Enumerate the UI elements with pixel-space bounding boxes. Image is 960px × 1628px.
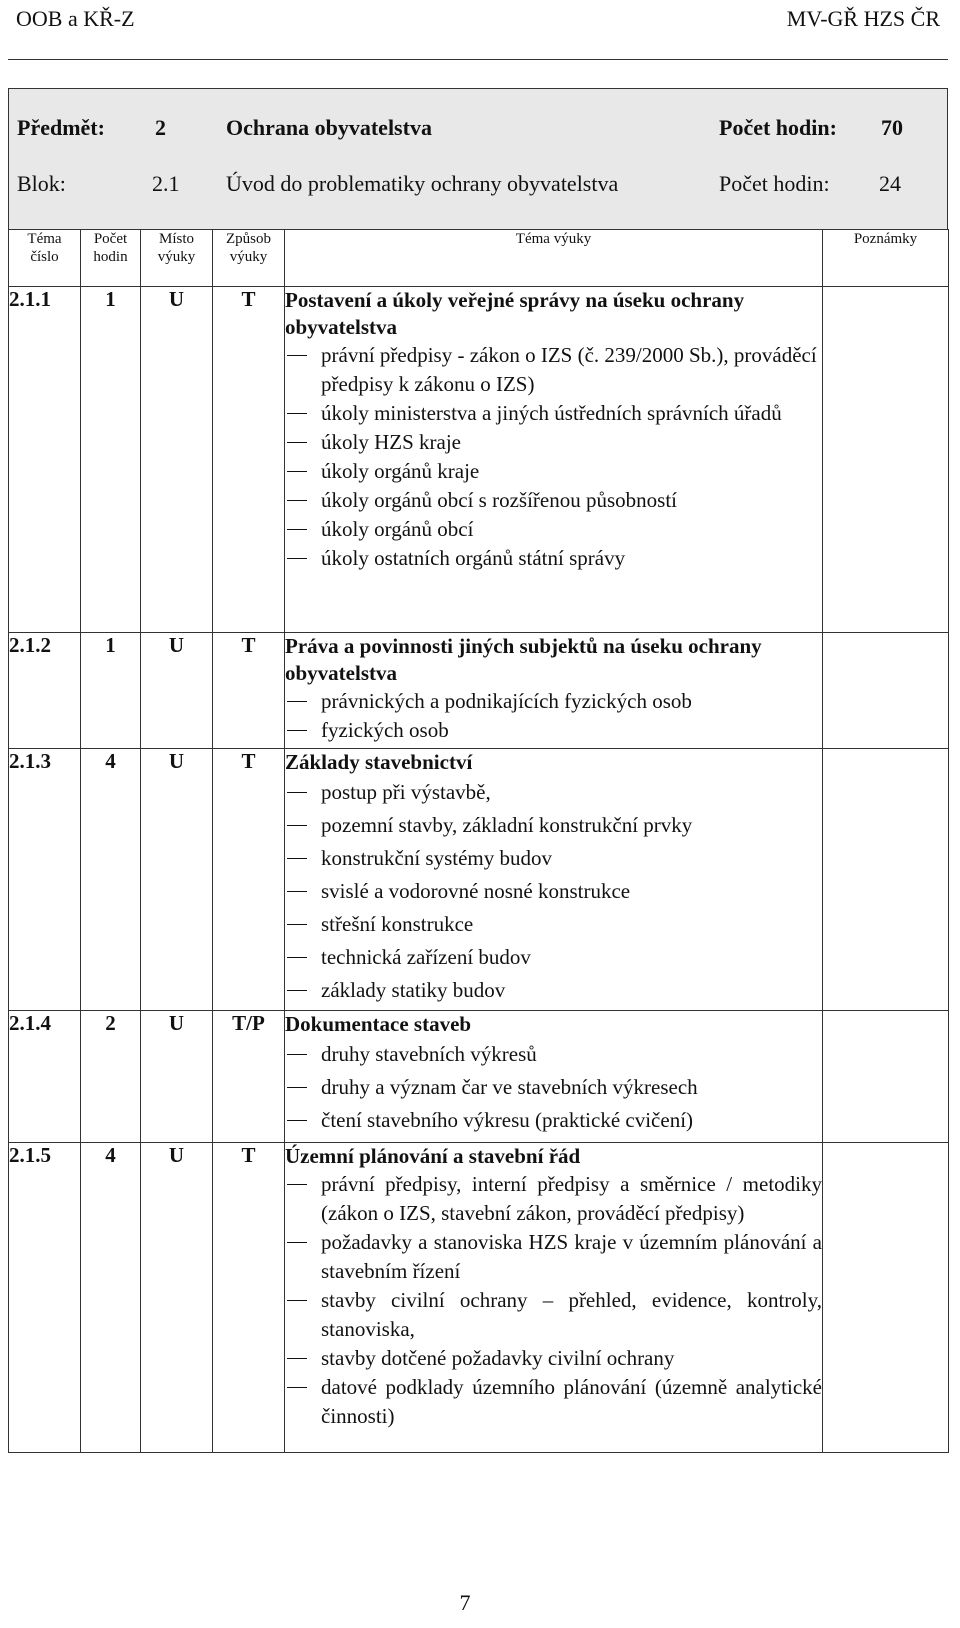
topic-title: Práva a povinnosti jiných subjektů na úseku ochrany obyvatelstva [285,634,762,685]
topic-title: Územní plánování a stavební řád [285,1144,581,1168]
topic-content [285,287,823,633]
topic-place: U [141,633,213,749]
list-item: postup při výstavbě, [285,776,822,809]
topic-items [285,776,822,1007]
topic-hours: 2 [81,1011,141,1143]
column-header-row [9,230,949,287]
topic-notes [823,1143,949,1453]
header-left: OOB a KŘ-Z [16,6,135,31]
list-item: právnických a podnikajících fyzických osob [285,687,822,716]
subject-number: 2 [155,115,166,140]
list-item: střešní konstrukce [285,908,822,941]
list-item: požadavky a stanoviska HZS kraje v územním plánování a stavebním řízení [285,1228,822,1286]
topic-method: T/P [213,1011,285,1143]
table-row [9,633,949,749]
topic-title: Postavení a úkoly veřejné správy na úseku ochrany obyvatelstva [285,288,745,339]
col-topic: Téma výuky [285,230,823,287]
list-item: pozemní stavby, základní konstrukční prvky [285,809,822,842]
list-item: druhy stavebních výkresů [285,1038,822,1071]
list-item: stavby civilní ochrany – přehled, evidence, kontroly, stanoviska, [285,1286,822,1344]
topic-method: T [213,749,285,1011]
topic-notes [823,287,949,633]
subject-hours: 70 [881,115,903,140]
topic-notes [823,749,949,1011]
col-notes: Poznámky [823,230,949,287]
topic-notes [823,633,949,749]
subject-hours-label: Počet hodin: [719,115,837,140]
topic-content [285,1143,823,1453]
list-item: úkoly HZS kraje [285,428,822,457]
list-item: úkoly ostatních orgánů státní správy [285,544,822,573]
topic-notes [823,1011,949,1143]
topic-place: U [141,1143,213,1453]
topic-place: U [141,749,213,1011]
block-label: Blok: [17,171,66,196]
list-item: druhy a význam čar ve stavebních výkresech [285,1071,822,1104]
topic-number: 2.1.3 [9,749,81,1011]
topic-title: Základy stavebnictví [285,750,473,774]
topic-number: 2.1.4 [9,1011,81,1143]
col-method: Způsob výuky [213,230,285,287]
list-item: stavby dotčené požadavky civilní ochrany [285,1344,822,1373]
topic-items [285,341,822,573]
list-item: konstrukční systémy budov [285,842,822,875]
subject-name: Ochrana obyvatelstva [226,115,432,140]
list-item: právní předpisy, interní předpisy a směrnice / metodiky (zákon o IZS, stavební zákon, prováděcí předpisy) [285,1170,822,1228]
list-item: čtení stavebního výkresu (praktické cvičení) [285,1104,822,1137]
block-name: Úvod do problematiky ochrany obyvatelstva [226,171,619,196]
list-item: technická zařízení budov [285,941,822,974]
page-number: 7 [459,1590,471,1615]
topic-number: 2.1.5 [9,1143,81,1453]
topic-content [285,633,823,749]
list-item: svislé a vodorovné nosné konstrukce [285,875,822,908]
subject-label: Předmět: [17,115,105,140]
list-item: datové podklady územního plánování (územně analytické činnosti) [285,1373,822,1431]
list-item: úkoly orgánů obcí [285,515,822,544]
topic-items [285,1170,822,1431]
topic-items [285,687,822,745]
topic-hours: 4 [81,1143,141,1453]
list-item: úkoly orgánů obcí s rozšířenou působností [285,486,822,515]
list-item: právní předpisy - zákon o IZS (č. 239/2000 Sb.), prováděcí předpisy k zákonu o IZS) [285,341,822,399]
topic-place: U [141,1011,213,1143]
col-hours: Počet hodin [81,230,141,287]
topic-content [285,1011,823,1143]
topic-method: T [213,633,285,749]
col-topic-number: Téma číslo [9,230,81,287]
topic-content [285,749,823,1011]
table-row [9,1143,949,1453]
table-row [9,749,949,1011]
list-item: základy statiky budov [285,974,822,1007]
topic-items [285,1038,822,1137]
table-row [9,287,949,633]
list-item: úkoly ministerstva a jiných ústředních správních úřadů [285,399,822,428]
topic-number: 2.1.1 [9,287,81,633]
col-place: Místo výuky [141,230,213,287]
subject-block [8,88,948,230]
topic-title: Dokumentace staveb [285,1012,472,1036]
block-hours: 24 [879,171,901,196]
topic-method: T [213,287,285,633]
list-item: úkoly orgánů kraje [285,457,822,486]
topic-hours: 1 [81,287,141,633]
block-number: 2.1 [152,171,180,196]
topic-method: T [213,1143,285,1453]
block-hours-label: Počet hodin: [719,171,830,196]
running-header [8,0,948,60]
header-right: MV-GŘ HZS ČR [786,6,940,31]
topic-number: 2.1.2 [9,633,81,749]
topic-place: U [141,287,213,633]
list-item: fyzických osob [285,716,822,745]
table-row [9,1011,949,1143]
topic-hours: 4 [81,749,141,1011]
curriculum-table [8,229,949,1453]
topic-hours: 1 [81,633,141,749]
